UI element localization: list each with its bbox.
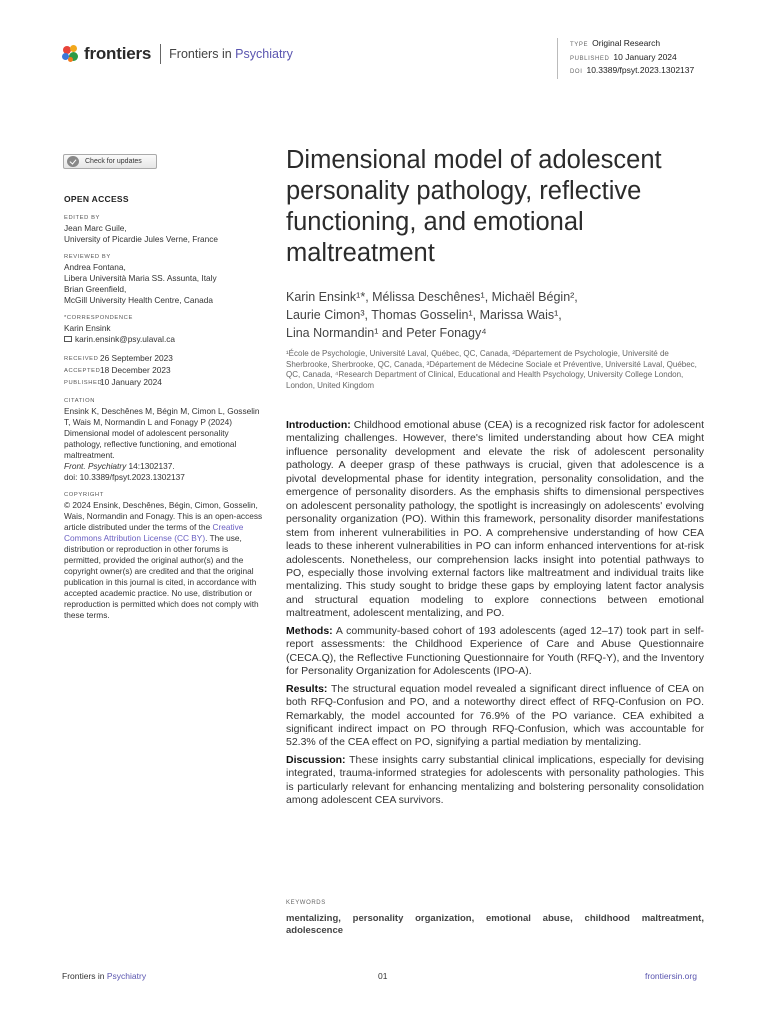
footer-site-link[interactable]: frontiersin.org [645, 971, 697, 981]
affiliations: ¹École de Psychologie, Université Laval, Québec, QC, Canada, ²Département de Psychologie, Université de Sherbrooke, Sherbrooke, QC, Canada, ³Département de Médecine Sociale et Préventive, Université Laval, Québec, QC, Canada, ⁴Research Department of Clinical, Educational and Health Psychology, University College London, London, United Kingdom [286, 349, 697, 390]
authors-line: Karin Ensink¹*, Mélissa Deschênes¹, Michaël Bégin², [286, 290, 578, 304]
reviewed-by-block [64, 253, 264, 306]
correspondence-name: Karin Ensink [64, 323, 111, 333]
introduction-label: Introduction: [286, 419, 351, 431]
doi-row [570, 65, 694, 79]
published-label: PUBLISHED [64, 380, 103, 386]
journal-accent: Psychiatry [235, 47, 293, 61]
reviewer-affiliation: Libera Università Maria SS. Assunta, Italy [64, 273, 217, 283]
results-label: Results: [286, 682, 328, 695]
envelope-icon [64, 336, 72, 342]
published-date: 10 January 2024 [100, 377, 162, 387]
brand-name: frontiers [84, 44, 152, 63]
reviewed-by-label: REVIEWED BY [64, 254, 111, 260]
copyright-pre: © 2024 Ensink, Deschênes, Bégin, Cimon, Gosselin, Wais, Normandin and Fonagy. This is an open-access article distributed under the terms of the [64, 500, 263, 532]
type-value: Original Research [592, 38, 661, 48]
methods-text: A community-based cohort of 193 adolescents (aged 12–17) took part in self-report assessments: the Childhood Experience of Care and Abuse Questionnaire (CECA.Q), the Reflective Functioning Questionnaire for Youth (RFQ-Y), and the Inventory for Personality Organization for Adolescents (IPO-A). [286, 624, 704, 678]
authors-line: Laurie Cimon³, Thomas Gosselin¹, Marissa Wais¹, [286, 308, 562, 322]
citation-body: Ensink K, Deschênes M, Bégin M, Cimon L, Gosselin T, Wais M, Normandin L and Fonagy P (2024) Dimensional model of adolescent personality pathology, reflective functioning, and emotional maltreatment. [64, 406, 260, 460]
copyright-post: . The use, distribution or reproduction in other forums is permitted, provided the original author(s) and the copyright owner(s) are credited and that the original publication in this journal is cited, in accordance with accepted academic practice. No use, distribution or reproduction is permitted which does not comply with these terms. [64, 533, 259, 620]
article-type-row [570, 38, 694, 52]
abstract [286, 419, 704, 812]
published-row [570, 52, 694, 66]
author-list [286, 288, 726, 342]
editor-name: Jean Marc Guile, [64, 223, 127, 233]
published-value: 10 January 2024 [613, 51, 677, 62]
footer-journal-prefix: Frontiers in [62, 971, 105, 981]
citation-doi[interactable]: doi: 10.3389/fpsyt.2023.1302137 [64, 472, 185, 482]
received-date: 26 September 2023 [100, 353, 173, 363]
correspondence-label: *CORRESPONDENCE [64, 315, 133, 321]
checkmark-icon [67, 156, 79, 167]
abstract-introduction [286, 419, 704, 621]
open-access-label: OPEN ACCESS [64, 194, 129, 204]
citation-journal: Front. Psychiatry [64, 461, 127, 471]
license-link[interactable]: Creative Commons Attribution License (CC BY) [64, 522, 244, 543]
reviewer-name: Brian Greenfield, [64, 284, 127, 294]
page-number: 01 [378, 971, 388, 981]
published-label: PUBLISHED [570, 55, 610, 62]
keywords-label: KEYWORDS [286, 900, 326, 906]
reviewer-affiliation: McGill University Health Centre, Canada [64, 295, 213, 305]
citation-text [64, 406, 264, 483]
accepted-label: ACCEPTED [64, 368, 101, 374]
copyright-text [64, 500, 264, 621]
frontiers-logo[interactable] [62, 44, 293, 64]
edited-by-label: EDITED BY [64, 215, 101, 221]
correspondence-email-row [64, 334, 264, 345]
accepted-date: 18 December 2023 [100, 365, 171, 375]
check-for-updates-label: Check for updates [85, 158, 142, 165]
abstract-discussion [286, 754, 704, 808]
type-label: TYPE [570, 42, 589, 48]
citation-label: CITATION [64, 398, 95, 404]
correspondence-email[interactable]: karin.ensink@psy.ulaval.ca [75, 334, 176, 344]
copyright-label: COPYRIGHT [64, 492, 104, 498]
edited-by-block [64, 214, 264, 245]
results-text: The structural equation model revealed a significant direct influence of CEA on both RFQ-Confusion and PO, and a noteworthy direct effect of RFQ-Confusion on PO. Remarkably, the model accounted for 76.9% of the PO variance. CEA exhibited a significant indirect impact on PO through RFQ-Confusion, which was accountable for 52.3% of the CEA effect on PO, signifying a partial mediation by mentalizing. [286, 682, 704, 749]
received-label: RECEIVED [64, 356, 99, 362]
sidebar [64, 194, 264, 629]
authors-line: Lina Normandin¹ and Peter Fonagy⁴ [286, 326, 487, 340]
check-for-updates-button[interactable] [63, 154, 157, 169]
citation-volume: 14:1302137. [126, 461, 175, 471]
discussion-text: These insights carry substantial clinical implications, especially for devising integrated, trauma-informed strategies for adolescents with personality pathologies. This is particularly relevant for enhancing mentalizing and bolstering personality consolidation among adolescent CEA survivors. [286, 753, 704, 807]
article-title: Dimensional model of adolescent personality pathology, reflective functioning, and emotional maltreatment [286, 146, 662, 267]
keywords: mentalizing, personality organization, emotional abuse, childhood maltreatment, adolescence [286, 913, 704, 936]
doi-label: DOI [570, 69, 583, 75]
doi-value[interactable]: 10.3389/fpsyt.2023.1302137 [586, 65, 695, 75]
discussion-label: Discussion: [286, 753, 346, 766]
correspondence-block [64, 314, 264, 345]
journal-prefix: Frontiers in [169, 47, 232, 61]
article-meta [557, 38, 694, 79]
frontiers-logo-icon [62, 45, 80, 63]
journal-name [169, 47, 293, 61]
abstract-methods [286, 625, 704, 679]
footer-journal-name: Psychiatry [106, 971, 147, 981]
abstract-results [286, 683, 704, 750]
footer-journal[interactable] [62, 971, 146, 981]
copyright-block [64, 491, 264, 621]
logo-divider [160, 44, 161, 64]
citation-block [64, 397, 264, 483]
editor-affiliation: University of Picardie Jules Verne, France [64, 234, 219, 244]
methods-label: Methods: [286, 624, 333, 637]
reviewer-name: Andrea Fontana, [64, 262, 126, 272]
introduction-text: Childhood emotional abuse (CEA) is a recognized risk factor for adolescent mentalizing challenges. However, there's limited understanding about how CEA might influence personality development and elevate the risk of adolescent personality pathology. A deeper grasp of these pathways is crucial, given that adolescence is a pivotal developmental phase for identity integration, personality consolidation, and the emergence of personality disorders. As the emphasis shifts to dimensional perspectives on adolescent personality pathology, the spotlight is increasingly on adolescents' evolving personality organization (PO). Within this framework, personality disorder manifestations stem from inherent vulnerabilities in PO. A comprehensive understanding of how CEA leads to these inherent vulnerabilities in PO can inform enhanced interventions for at-risk adolescents. Nonetheless, our comprehension lacks insight into potential pathways to PO, especially those involving external factors like maltreatment and individual traits like mentalizing. This study sought to bridge these gaps by employing latent factor analysis and structural equation modeling to explore connections between emotional maltreatment, adolescent mentalizing, and PO. [286, 419, 704, 620]
dates-block [64, 353, 264, 389]
